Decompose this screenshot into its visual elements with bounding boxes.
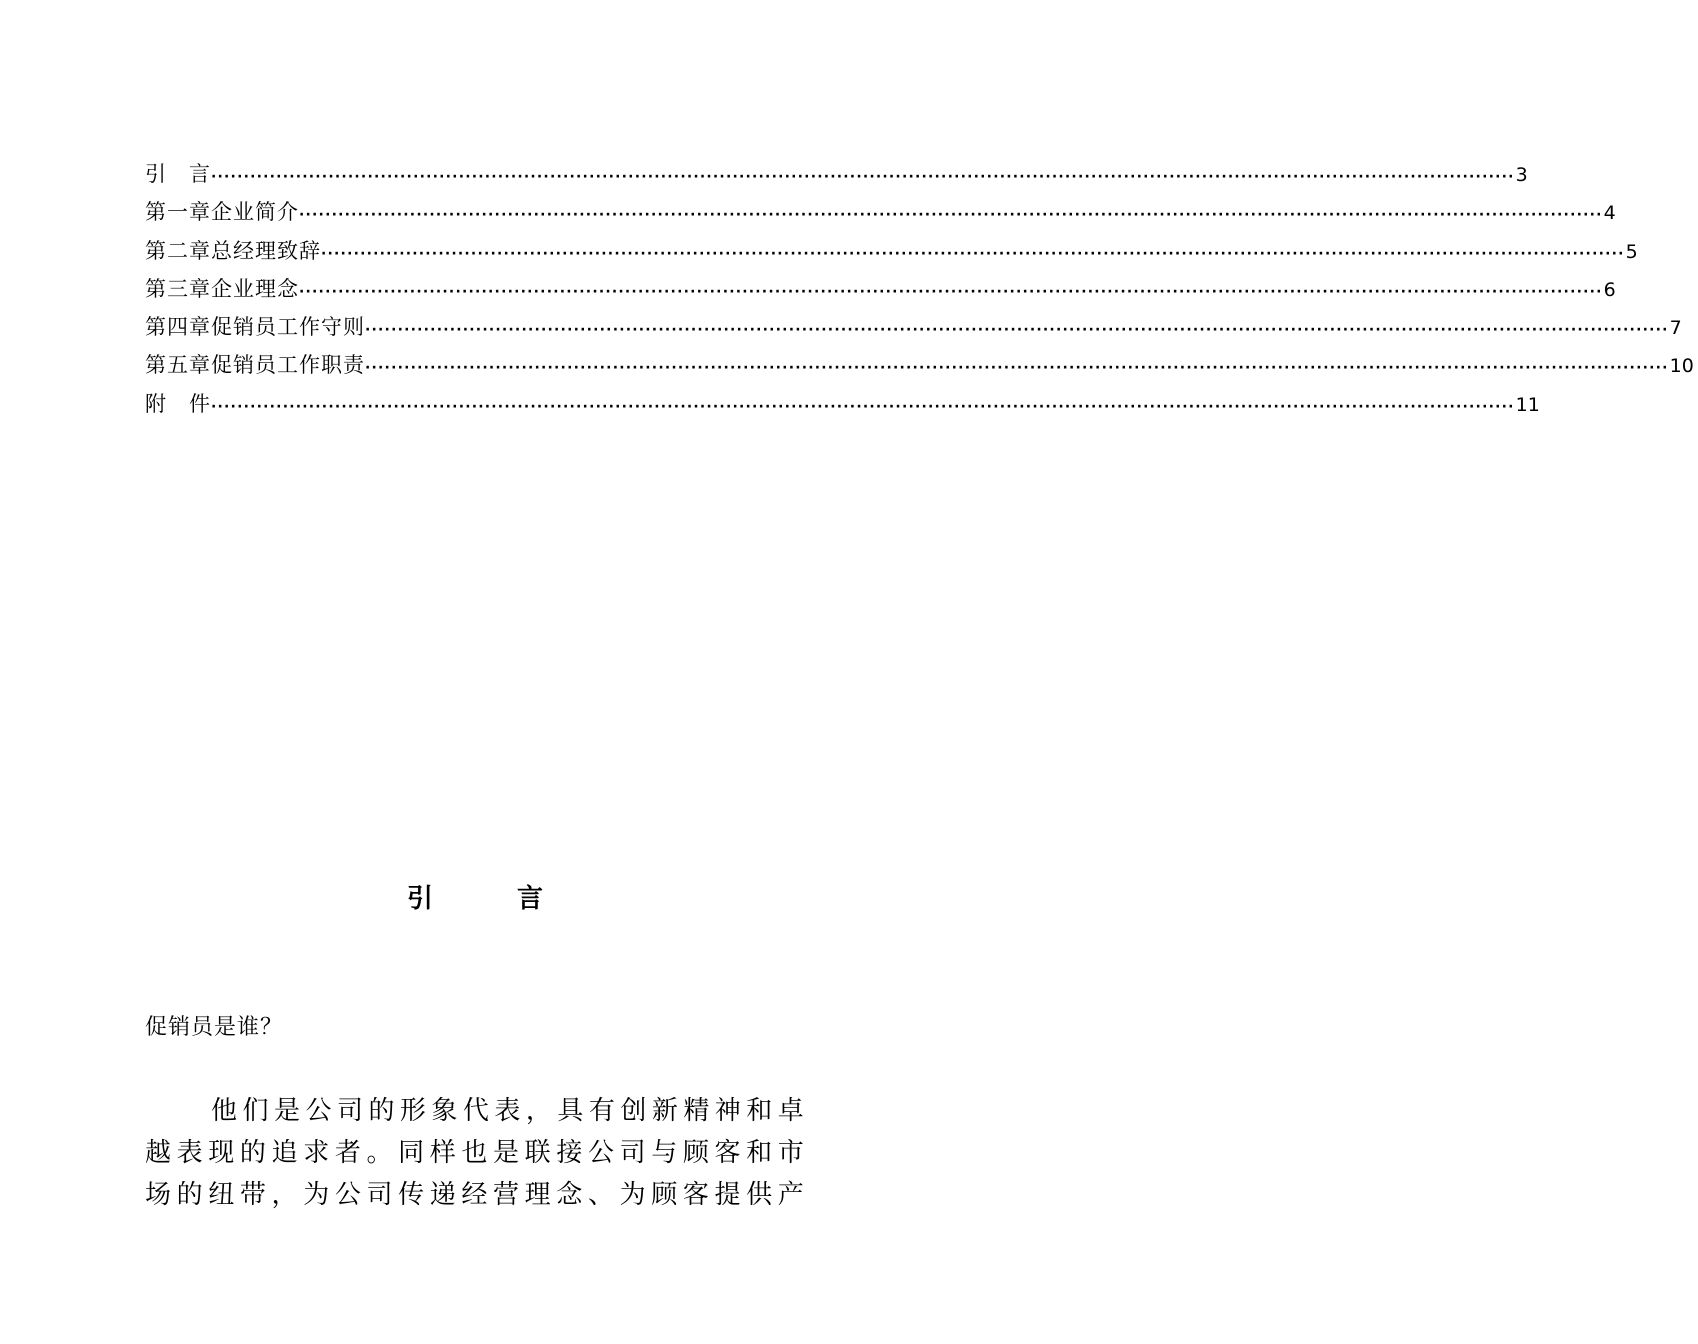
intro-heading [0, 878, 950, 915]
toc-chapter-title: 促销员工作守则 [211, 315, 365, 340]
toc-entry-chapter-3[interactable] [145, 270, 1616, 308]
toc-page-number: 6 [1603, 278, 1616, 301]
toc-entry-chapter-1[interactable] [145, 193, 1616, 231]
toc-entry-chapter-4[interactable] [145, 308, 1682, 346]
toc-chapter-label: 附 件 [145, 391, 211, 416]
toc-leader-dots: ········································································································································································································ [321, 245, 1625, 262]
section-question: 促销员是谁？ [145, 1015, 284, 1040]
toc-chapter-label: 第二章 [145, 238, 211, 263]
toc-page-number: 10 [1669, 355, 1694, 378]
toc-chapter-title: 促销员工作职责 [211, 353, 365, 378]
toc-page-number: 5 [1625, 240, 1638, 263]
toc-chapter-title: 企业简介 [211, 200, 299, 225]
toc-chapter-label: 第一章 [145, 200, 211, 225]
toc-leader-dots: ········································································································································································································ [211, 398, 1515, 415]
toc-entry-appendix[interactable] [145, 385, 1540, 423]
toc-leader-dots: ········································································································································································································ [365, 360, 1669, 377]
paragraph-line: 越表现的追求者。同样也是联接公司与顾客和市 [145, 1138, 805, 1168]
toc-chapter-label: 第五章 [145, 353, 211, 378]
toc-leader-dots: ········································································································································································································ [299, 207, 1603, 224]
toc-entry-chapter-2[interactable] [145, 232, 1638, 270]
toc-leader-dots: ········································································································································································································ [299, 283, 1603, 300]
toc-page-number: 4 [1603, 202, 1616, 225]
intro-heading-char: 引 [406, 884, 433, 914]
toc-chapter-title: 总经理致辞 [211, 238, 321, 263]
toc-page-number: 7 [1669, 317, 1682, 340]
toc-leader-dots: ········································································································································································································ [365, 322, 1669, 339]
toc-entry-chapter-5[interactable] [145, 346, 1694, 384]
intro-paragraph [145, 1090, 805, 1216]
paragraph-line: 场的纽带，为公司传递经营理念、为顾客提供产 [145, 1180, 805, 1210]
paragraph-line: 他们是公司的形象代表，具有创新精神和卓 [211, 1096, 805, 1126]
toc-chapter-label: 第三章 [145, 276, 211, 301]
toc-page-number: 3 [1515, 164, 1528, 186]
intro-heading-char: 言 [517, 884, 544, 914]
toc-entry-intro[interactable] [145, 155, 1528, 193]
toc-leader-dots: ········································································································································································································ [211, 169, 1515, 185]
toc-chapter-label: 第四章 [145, 315, 211, 340]
table-of-contents [145, 155, 1694, 423]
toc-chapter-title: 企业理念 [211, 276, 299, 301]
toc-page-number: 11 [1515, 393, 1540, 416]
toc-chapter-label: 引 言 [145, 162, 211, 186]
